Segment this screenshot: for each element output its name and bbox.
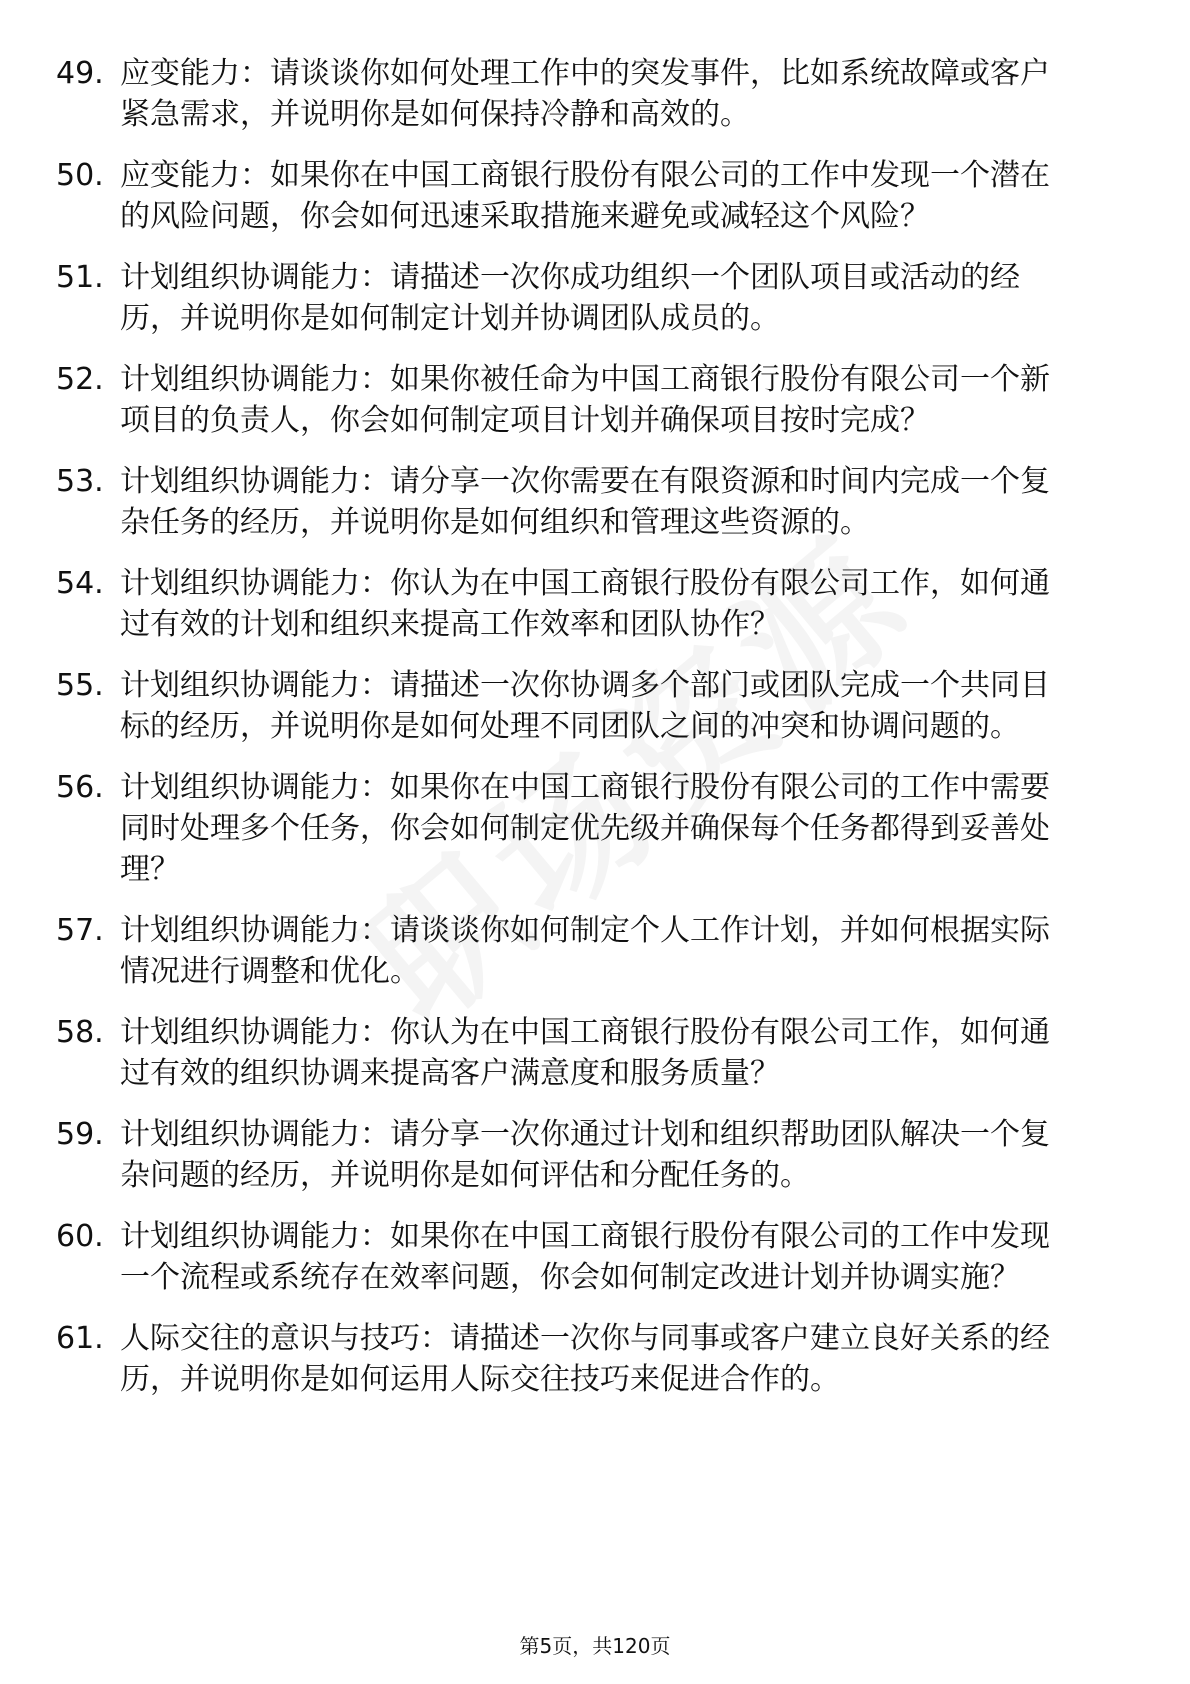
question-text: 计划组织协调能力：请描述一次你协调多个部门或团队完成一个共同目标的经历，并说明你是如何处理不同团队之间的冲突和协调问题的。 [120, 668, 1050, 744]
question-item [56, 257, 1116, 339]
question-item [56, 1114, 1116, 1196]
question-text: 应变能力：请谈谈你如何处理工作中的突发事件，比如系统故障或客户紧急需求，并说明你是如何保持冷静和高效的。 [120, 56, 1050, 132]
question-item [56, 1012, 1116, 1094]
question-text: 计划组织协调能力：如果你被任命为中国工商银行股份有限公司一个新项目的负责人，你会如何制定项目计划并确保项目按时完成？ [120, 362, 1050, 438]
question-text: 计划组织协调能力：如果你在中国工商银行股份有限公司的工作中需要同时处理多个任务，你会如何制定优先级并确保每个任务都得到妥善处理？ [120, 770, 1050, 887]
question-text: 计划组织协调能力：你认为在中国工商银行股份有限公司工作，如何通过有效的组织协调来提高客户满意度和服务质量？ [120, 1015, 1050, 1091]
question-item [56, 155, 1116, 237]
question-text: 应变能力：如果你在中国工商银行股份有限公司的工作中发现一个潜在的风险问题，你会如何迅速采取措施来避免或减轻这个风险？ [120, 158, 1050, 234]
question-number: 52. [56, 362, 104, 397]
question-item [56, 359, 1116, 441]
question-number: 56. [56, 770, 104, 805]
question-item [56, 767, 1116, 890]
question-number: 57. [56, 913, 104, 948]
question-number: 53. [56, 464, 104, 499]
question-item [56, 1216, 1116, 1298]
question-number: 60. [56, 1219, 104, 1254]
question-item [56, 461, 1116, 543]
question-list [56, 53, 1116, 1420]
question-number: 51. [56, 260, 104, 295]
question-text: 人际交往的意识与技巧：请描述一次你与同事或客户建立良好关系的经历，并说明你是如何运用人际交往技巧来促进合作的。 [120, 1321, 1050, 1397]
question-text: 计划组织协调能力：请分享一次你需要在有限资源和时间内完成一个复杂任务的经历，并说明你是如何组织和管理这些资源的。 [120, 464, 1050, 540]
question-item [56, 1318, 1116, 1400]
question-item [56, 53, 1116, 135]
question-number: 50. [56, 158, 104, 193]
question-text: 计划组织协调能力：如果你在中国工商银行股份有限公司的工作中发现一个流程或系统存在效率问题，你会如何制定改进计划并协调实施？ [120, 1219, 1050, 1295]
question-number: 54. [56, 566, 104, 601]
page-footer: 第5页，共120页 [519, 1634, 671, 1658]
question-item [56, 563, 1116, 645]
question-number: 58. [56, 1015, 104, 1050]
question-number: 55. [56, 668, 104, 703]
question-text: 计划组织协调能力：请分享一次你通过计划和组织帮助团队解决一个复杂问题的经历，并说明你是如何评估和分配任务的。 [120, 1117, 1050, 1193]
question-text: 计划组织协调能力：请谈谈你如何制定个人工作计划，并如何根据实际情况进行调整和优化。 [120, 913, 1050, 989]
question-number: 49. [56, 56, 104, 91]
question-item [56, 665, 1116, 747]
question-number: 59. [56, 1117, 104, 1152]
question-text: 计划组织协调能力：请描述一次你成功组织一个团队项目或活动的经历，并说明你是如何制定计划并协调团队成员的。 [120, 260, 1020, 336]
question-number: 61. [56, 1321, 104, 1356]
question-item [56, 910, 1116, 992]
question-text: 计划组织协调能力：你认为在中国工商银行股份有限公司工作，如何通过有效的计划和组织来提高工作效率和团队协作？ [120, 566, 1050, 642]
